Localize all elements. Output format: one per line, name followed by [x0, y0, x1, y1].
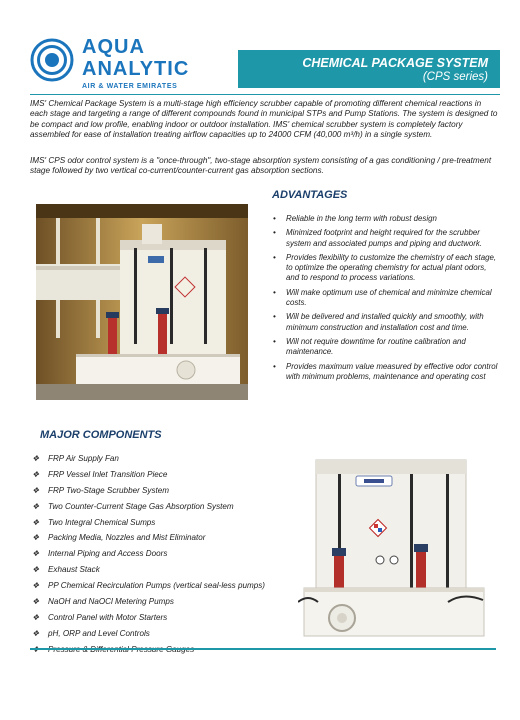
bullet-icon: •: [273, 252, 276, 262]
logo-tagline: AIR & WATER EMIRATES: [82, 83, 178, 90]
list-item: ❖ pH, ORP and Level Controls: [32, 628, 150, 638]
installation-photo: [36, 204, 248, 400]
list-item: • Will make optimum use of chemical and minimize chemical costs.: [273, 287, 492, 307]
list-item: • Minimized footprint and height required for the scrubber system and associated pumps and piping and ductwork.: [273, 228, 483, 248]
logo-word-aqua: AQUA: [82, 36, 145, 58]
bullet-icon: •: [273, 312, 276, 322]
advantages-heading: ADVANTAGES: [272, 189, 348, 201]
diamond-bullet-icon: ❖: [32, 469, 40, 479]
bullet-icon: •: [273, 361, 276, 371]
target-logo-icon: [30, 38, 74, 82]
diamond-bullet-icon: ❖: [32, 628, 40, 638]
list-item: ❖ Internal Piping and Access Doors: [32, 549, 168, 559]
diamond-bullet-icon: ❖: [32, 549, 40, 559]
diamond-bullet-icon: ❖: [32, 485, 40, 495]
intro-paragraph-2: IMS' CPS odor control system is a "once-through", two-stage absorption system consisting of a gas conditioning / pre-treatment stage followed by two vertical co-current/counter-current gas absorption sections.: [30, 156, 492, 176]
header-divider: [30, 94, 500, 95]
components-list: [32, 454, 292, 661]
list-item: • Reliable in the long term with robust design: [273, 214, 437, 223]
diamond-bullet-icon: [32, 645, 39, 655]
page-subtitle: (CPS series): [422, 71, 488, 83]
list-item: ❖ NaOH and NaOCl Metering Pumps: [32, 597, 174, 607]
list-item: • Provides flexibility to customize the chemistry of each stage, to optimize the operating chemistry for actual plant odors, and to respond to process variations.: [273, 252, 497, 283]
footer-divider: [30, 648, 496, 650]
list-item: ❖ Two Integral Chemical Sumps: [32, 517, 156, 527]
bullet-icon: •: [273, 287, 276, 297]
list-item: ❖ PP Chemical Recirculation Pumps (vertical seal-less pumps): [32, 581, 265, 591]
page-title: CHEMICAL PACKAGE SYSTEM: [302, 56, 488, 70]
list-item: ❖ FRP Air Supply Fan: [32, 454, 119, 463]
company-logo: [30, 32, 190, 94]
list-item: • Will be delivered and installed quickly and smoothly, with minimum construction and installation cost and time.: [273, 312, 484, 332]
diamond-bullet-icon: ❖: [32, 533, 40, 543]
list-item: ❖ Exhaust Stack: [32, 565, 100, 575]
list-item: ❖ Packing Media, Nozzles and Mist Eliminator: [32, 533, 206, 543]
bullet-icon: •: [273, 336, 276, 346]
list-item: ❖ FRP Vessel Inlet Transition Piece: [32, 469, 168, 479]
list-item: ❖ Two Counter-Current Stage Gas Absorption System: [32, 501, 234, 511]
title-banner: [238, 50, 500, 88]
list-item: ❖ Control Panel with Motor Starters: [32, 612, 168, 622]
diamond-bullet-icon: ❖: [32, 565, 40, 575]
list-item: • Will not require downtime for routine calibration and maintenance.: [273, 336, 466, 357]
diamond-bullet-icon: ❖: [32, 517, 40, 527]
list-item: [32, 645, 292, 655]
diamond-bullet-icon: ❖: [32, 454, 40, 463]
logo-word-analytic: ANALYTIC: [82, 58, 190, 80]
diamond-bullet-icon: ❖: [32, 501, 40, 511]
product-photo: [298, 452, 492, 648]
diamond-bullet-icon: ❖: [32, 612, 40, 622]
intro-paragraph-1: IMS' Chemical Package System is a multi-stage high efficiency scrubber capable of promoting different chemical reactions in each stage and targeting a range of different compounds found in municipal STPs and Pump Stations. The system is designed to be compact and low profile, enabling indoor or outdoor installation. IMS' chemical scrubber system is completely factory assembled for ease of installation treating airflow capacities up to 24000 CFM (40,000 m³/h) in a single system.: [30, 99, 498, 139]
list-item: ❖ FRP Two-Stage Scrubber System: [32, 485, 169, 495]
bullet-icon: •: [273, 214, 276, 223]
components-heading: MAJOR COMPONENTS: [40, 429, 162, 441]
diamond-bullet-icon: ❖: [32, 581, 40, 591]
list-item: • Provides maximum value measured by effective odor control with minimum problems, maintenance and operating cost: [273, 361, 498, 381]
advantages-list: [272, 214, 500, 386]
bullet-icon: •: [273, 228, 276, 238]
diamond-bullet-icon: ❖: [32, 597, 40, 607]
